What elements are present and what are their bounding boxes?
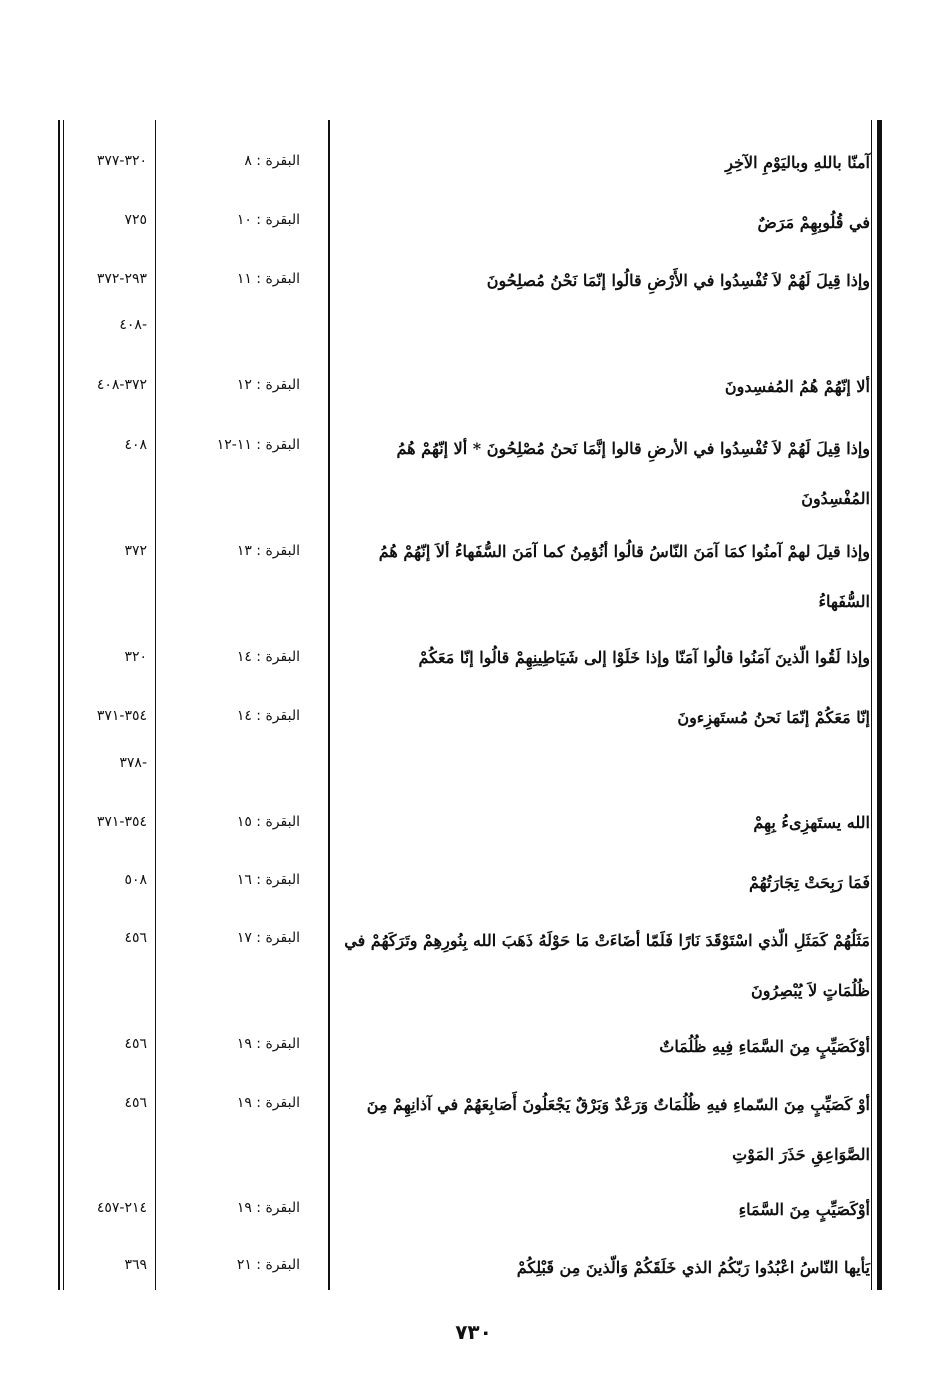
- verse-text: فَمَا رَبِحَتْ تِجَارَتُهُمْ: [749, 873, 870, 892]
- right-thin-rule: [871, 120, 872, 1290]
- verse-text: وإذا قيلَ لهمْ آمنُوا كمَا آمَنَ النّاسُ قالُوا أنُؤمِنُ كما آمَنَ السُّفَهاءُ ألاَ إنّهُمْ هُمُ السُّفَهاءُ: [378, 542, 870, 611]
- surah-reference: البقرة : ١٩: [236, 1200, 300, 1216]
- verse-text: أوْكَصَيِّبٍ مِنَ السَّمَاءِ فِيهِ ظُلُمَاتٌ: [659, 1037, 870, 1056]
- surah-reference: البقرة : ١٢: [236, 377, 300, 393]
- page-references: ٤٥٦: [124, 1036, 147, 1052]
- surah-reference: البقرة : ٨: [244, 153, 300, 169]
- page-references: ٣٢٠-٣٧٧: [96, 153, 147, 169]
- surah-reference: البقرة : ١١-١٢: [216, 437, 300, 453]
- page-references: ٣٥٤-٣٧١: [96, 708, 147, 724]
- verse-text: مَثَلُهُمْ كَمَثَلِ الّذي اسْتَوْقَدَ نَارًا فَلَمّا أضَاءَتْ مَا حَوْلَهُ ذَهَبَ الله بِنُورِهِمْ وتَرَكَهُمْ في ظُلُمَاتٍ لاَ يُبْصِرُونَ: [344, 931, 870, 1000]
- left-thin-rule: [63, 120, 64, 1290]
- verse-text: ألا إنّهُمْ هُمُ المُفسِدونَ: [724, 377, 870, 396]
- reference-column-rule: [155, 120, 156, 1290]
- surah-reference: البقرة : ١٩: [236, 1036, 300, 1052]
- page-references: ٢١٤-٤٥٧: [96, 1200, 147, 1216]
- surah-reference: البقرة : ١٦: [236, 872, 300, 888]
- verse-text: يَأيها النّاسُ اعْبُدُوا رَبّكُمُ الذي خَلَقَكُمْ وَالّذينَ مِن قَبْلِكُمْ: [516, 1258, 870, 1277]
- verse-text: وإذا لَقُوا الّذينَ آمَنُوا قالُوا آمَنّا وإذا خَلَوْا إلى شَيَاطِينِهِمْ قالُوا إنّا مَعَكُمْ: [418, 648, 870, 667]
- left-thick-rule: [58, 120, 60, 1290]
- page-number: ٧٣٠: [455, 1320, 492, 1344]
- surah-reference: البقرة : ١٤: [236, 649, 300, 665]
- right-thick-rule: [877, 120, 882, 1290]
- page-references: ٣٦٩: [124, 1257, 147, 1273]
- page-references: ٢٩٣-٣٧٢: [96, 271, 147, 287]
- page-references: ٣٧٢-٤٠٨: [96, 377, 147, 393]
- verse-text: أوْ كَصَيِّبٍ مِنَ السّماءِ فيهِ ظُلُمَاتٌ وَرَعْدٌ وَبَرْقٌ يَجْعَلُونَ أَصَابِعَهُمْ في آذانِهِمْ مِنَ الصَّوَاعِقِ حَذَرَ المَوْتِ: [366, 1095, 870, 1164]
- surah-reference: البقرة : ١٩: [236, 1095, 300, 1111]
- verse-column-rule: [328, 120, 330, 1290]
- verse-text: الله يستَهزِىءُ بِهِمْ: [753, 813, 870, 832]
- verse-text: وإذا قِيلَ لَهُمْ لاَ تُفْسِدُوا في الأرضِ قالوا إنَّمَا نَحنُ مُصْلِحُونَ * ألا إنّهُمْ هُمُ المُفْسِدُونَ: [396, 439, 870, 508]
- page-references: ٥٠٨: [124, 872, 147, 888]
- verse-text: في قُلُوبِهِمْ مَرَضٌ: [757, 213, 870, 232]
- page-references: ٤٠٨: [124, 437, 147, 453]
- verse-text: آمنّا باللهِ وباليَوْمِ الآخِرِ: [725, 153, 870, 172]
- page-references: ٣٥٤-٣٧١: [96, 814, 147, 830]
- page-references: ٤٥٦: [124, 1095, 147, 1111]
- page-references: ٣٢٠: [124, 649, 147, 665]
- page-references-continued: -٤٠٨: [119, 317, 147, 333]
- surah-reference: البقرة : ١٠: [236, 212, 300, 228]
- page-references: ٧٢٥: [124, 212, 147, 228]
- page-references-continued: -٣٧٨: [119, 755, 147, 771]
- surah-reference: البقرة : ١٥: [236, 814, 300, 830]
- page-references: ٣٧٢: [124, 543, 147, 559]
- verse-text: إنّا مَعَكُمْ إنّمَا نَحنُ مُستَهزِءونَ: [677, 708, 870, 727]
- page-references: ٤٥٦: [124, 930, 147, 946]
- verse-text: وإذا قِيلَ لَهُمْ لاَ تُفْسِدُوا في الأَرْضِ قالُوا إنّمَا نَحْنُ مُصلِحُونَ: [486, 271, 870, 290]
- surah-reference: البقرة : ١٣: [236, 543, 300, 559]
- surah-reference: البقرة : ١٤: [236, 708, 300, 724]
- verse-text: أوْكَصَيِّبٍ مِنَ السَّمَاءِ: [738, 1200, 870, 1219]
- surah-reference: البقرة : ١٧: [236, 930, 300, 946]
- surah-reference: البقرة : ١١: [236, 271, 300, 287]
- surah-reference: البقرة : ٢١: [236, 1257, 300, 1273]
